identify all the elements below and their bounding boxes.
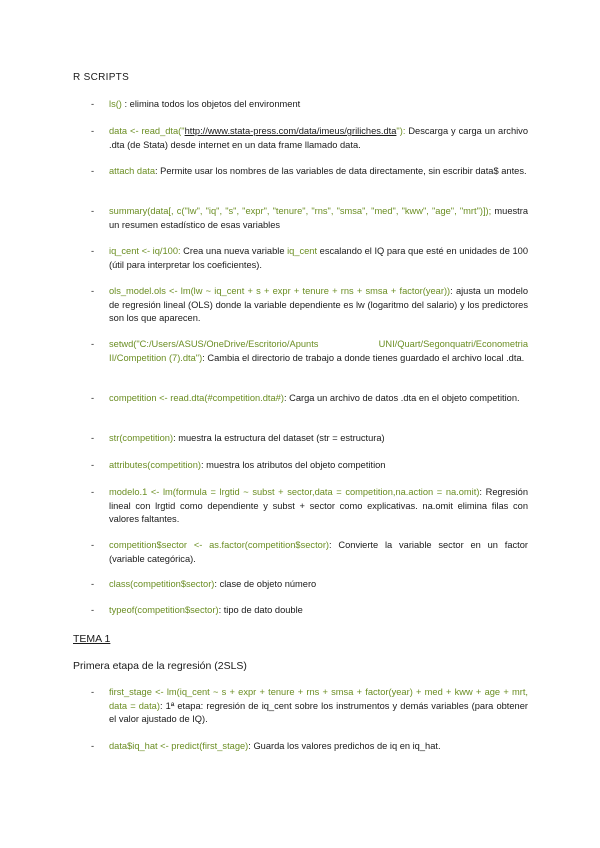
section-heading-r-scripts: R SCRIPTS: [73, 72, 130, 83]
item-description: : Guarda los valores predichos de iq en iq_hat.: [248, 741, 441, 751]
item-description: : muestra los atributos del objeto competition: [200, 460, 386, 470]
code-snippet: "):: [396, 126, 406, 136]
item-description: : Cambia el directorio de trabajo a donde tienes guardado el archivo local .dta.: [202, 352, 525, 363]
list-item: [91, 165, 528, 179]
item-description: : clase de objeto número: [214, 579, 317, 589]
code-snippet: iq_cent: [287, 246, 318, 256]
list-item: [91, 740, 528, 754]
code-snippet: str(competition): [109, 433, 174, 443]
item-description: : 1ª etapa: regresión de iq_cent sobre los instrumentos y demás variables (para obtener el valor ajustado de IQ).: [109, 700, 528, 724]
list-item: [91, 486, 528, 527]
list-item: [91, 338, 528, 365]
item-description: : Permite usar los nombres de las variables de data directamente, sin escribir data$ antes.: [155, 166, 527, 176]
bullet-dash: -: [91, 126, 95, 136]
bullet-dash: -: [91, 433, 95, 443]
code-snippet: attach data: [109, 166, 156, 176]
item-description: : elimina todos los objetos del environment: [121, 99, 301, 109]
bullet-dash: -: [91, 206, 95, 216]
bullet-dash: -: [91, 393, 95, 403]
code-snippet: setwd("C:/Users/ASUS/OneDrive/Escritorio/Apunts UNI/Quart/Segonquatri/Econometria II/Competition (7).dta"): [109, 339, 528, 363]
list-item: [91, 245, 528, 272]
bullet-dash: -: [91, 339, 95, 349]
item-description: : Carga un archivo de datos .dta en el objeto competition.: [283, 393, 520, 403]
subsection-heading: Primera etapa de la regresión (2SLS): [73, 660, 247, 672]
code-snippet: first_stage <- lm(iq_cent ~ s + expr + tenure + rns + smsa + factor(year) + med + kww + age + mrt, data = data): [109, 687, 528, 711]
item-description: : ajusta un modelo de regresión lineal (OLS) donde la variable dependiente es lw (logaritmo del salario) y los predictores son los que aparecen.: [109, 286, 528, 323]
code-snippet: ols_model.ols <- lm(lw ~ iq_cent + s + expr + tenure + rns + smsa + factor(year)): [109, 286, 451, 296]
item-description: muestra un resumen estadístico de esas variables: [109, 206, 528, 230]
item-description: : muestra la estructura del dataset (str = estructura): [173, 433, 385, 443]
bullet-dash: -: [91, 741, 95, 751]
item-description: Descarga y carga un archivo .dta (de Stata) desde internet en un data frame llamado data.: [109, 126, 528, 150]
bullet-dash: -: [91, 605, 95, 615]
list-item: [91, 459, 528, 473]
item-description: : Convierte la variable sector en un factor (variable categórica).: [109, 540, 528, 564]
code-snippet: typeof(competition$sector): [109, 605, 219, 615]
bullet-dash: -: [91, 166, 95, 176]
bullet-dash: -: [91, 540, 95, 550]
bullet-dash: -: [91, 687, 95, 697]
bullet-dash: -: [91, 99, 95, 109]
bullet-dash: -: [91, 579, 95, 589]
list-item: [91, 539, 528, 566]
bullet-dash: -: [91, 286, 95, 296]
list-item: [91, 205, 528, 232]
item-description: : tipo de dato double: [218, 605, 303, 615]
code-snippet: class(competition$sector): [109, 579, 215, 589]
list-item: [91, 604, 528, 618]
item-description: : Regresión lineal con lrgtid como dependiente y subst + sector como explicativas. na.omit elimina filas con valores faltantes.: [109, 487, 528, 524]
bullet-dash: -: [91, 487, 95, 497]
item-description: Crea una nueva variable: [180, 246, 288, 256]
list-item: [91, 285, 528, 326]
code-snippet: competition <- read.dta(#competition.dta#): [109, 393, 284, 403]
list-item: [91, 578, 528, 592]
item-description: escalando el IQ para que esté en unidades de 100 (útil para interpretar los coeficientes).: [109, 246, 528, 270]
section-heading-tema-1: TEMA 1: [73, 633, 111, 645]
list-item: [91, 125, 528, 152]
bullet-dash: -: [91, 246, 95, 256]
list-item: [91, 686, 528, 727]
code-snippet: data$iq_hat <- predict(first_stage): [109, 741, 249, 751]
bullet-dash: -: [91, 460, 95, 470]
code-snippet: summary(data[, c("lw", "iq", "s", "expr", "tenure", "rns", "smsa", "med", "kww", "age", "mrt")]);: [109, 206, 492, 216]
list-item: [91, 98, 528, 112]
code-snippet: competition$sector <- as.factor(competition$sector): [109, 540, 330, 550]
list-item: [91, 392, 528, 406]
url-link[interactable]: http://www.stata-press.com/data/imeus/griliches.dta: [184, 126, 397, 136]
code-snippet: ls(): [109, 99, 122, 109]
list-item: [91, 432, 528, 446]
code-snippet: attributes(competition): [109, 460, 201, 470]
code-snippet: data <- read_dta(": [109, 126, 185, 136]
code-snippet: iq_cent <- iq/100:: [109, 246, 181, 256]
code-snippet: modelo.1 <- lm(formula = lrgtid ~ subst + sector,data = competition,na.action = na.omit): [109, 487, 480, 497]
